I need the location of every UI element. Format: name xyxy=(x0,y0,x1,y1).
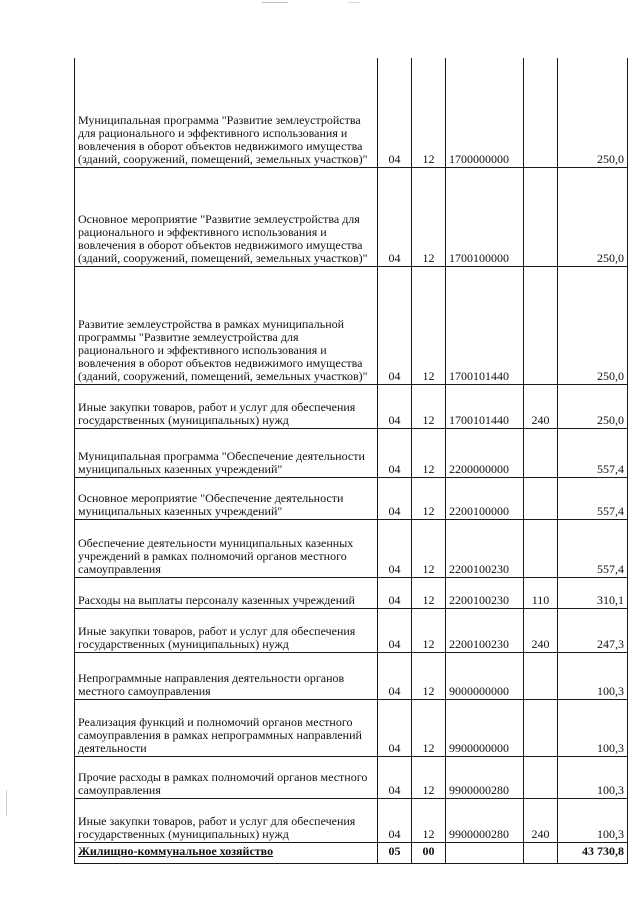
row-name: Муниципальная программа "Обеспечение деятельности муниципальных казенных учреждений" xyxy=(75,428,378,477)
row-name: Основное мероприятие "Развитие землеустройства для рационального и эффективного использования и вовлечения в оборот объектов недвижимого имущества (зданий, сооружений, помещений, земельных участков)" xyxy=(75,167,378,266)
amount: 100,3 xyxy=(558,699,628,756)
target-article-code: 9000000000 xyxy=(446,652,524,699)
subsection-code: 12 xyxy=(412,519,446,577)
expense-type-code: 110 xyxy=(524,577,558,608)
table-row xyxy=(75,519,628,577)
target-article-code xyxy=(446,842,524,863)
section-code: 04 xyxy=(378,477,412,519)
expense-type-code: 240 xyxy=(524,384,558,428)
table-row xyxy=(75,266,628,384)
table-row xyxy=(75,577,628,608)
expense-type-code xyxy=(524,167,558,266)
section-code: 04 xyxy=(378,577,412,608)
scan-artifact-mark xyxy=(262,2,288,3)
section-code: 04 xyxy=(378,608,412,652)
amount: 247,3 xyxy=(558,608,628,652)
target-article-code: 2200100230 xyxy=(446,608,524,652)
budget-allocation-table xyxy=(74,58,628,864)
subsection-code: 12 xyxy=(412,167,446,266)
section-code: 04 xyxy=(378,699,412,756)
table-row xyxy=(75,798,628,842)
table-row xyxy=(75,608,628,652)
section-code: 04 xyxy=(378,519,412,577)
table-row xyxy=(75,756,628,798)
row-name: Жилищно-коммунальное хозяйство xyxy=(75,842,378,863)
expense-type-code xyxy=(524,842,558,863)
section-code: 04 xyxy=(378,428,412,477)
subsection-code: 12 xyxy=(412,58,446,167)
row-name: Непрограммные направления деятельности органов местного самоуправления xyxy=(75,652,378,699)
amount: 310,1 xyxy=(558,577,628,608)
expense-type-code: 240 xyxy=(524,608,558,652)
target-article-code: 1700000000 xyxy=(446,58,524,167)
expense-type-code xyxy=(524,519,558,577)
subsection-code: 12 xyxy=(412,756,446,798)
subsection-code: 00 xyxy=(412,842,446,863)
amount: 100,3 xyxy=(558,652,628,699)
subsection-code: 12 xyxy=(412,477,446,519)
amount: 100,3 xyxy=(558,798,628,842)
table-row xyxy=(75,384,628,428)
target-article-code: 9900000000 xyxy=(446,699,524,756)
section-code: 04 xyxy=(378,384,412,428)
expense-type-code xyxy=(524,477,558,519)
expense-type-code xyxy=(524,58,558,167)
expense-type-code xyxy=(524,652,558,699)
target-article-code: 2200000000 xyxy=(446,428,524,477)
section-code: 04 xyxy=(378,756,412,798)
row-name: Расходы на выплаты персоналу казенных учреждений xyxy=(75,577,378,608)
target-article-code: 9900000280 xyxy=(446,798,524,842)
row-name: Обеспечение деятельности муниципальных казенных учреждений в рамках полномочий органов местного самоуправления xyxy=(75,519,378,577)
subsection-code: 12 xyxy=(412,266,446,384)
row-name: Иные закупки товаров, работ и услуг для обеспечения государственных (муниципальных) нужд xyxy=(75,798,378,842)
expense-type-code xyxy=(524,699,558,756)
expense-type-code xyxy=(524,428,558,477)
expense-type-code xyxy=(524,756,558,798)
amount: 557,4 xyxy=(558,428,628,477)
subsection-code: 12 xyxy=(412,428,446,477)
target-article-code: 2200100230 xyxy=(446,577,524,608)
target-article-code: 2200100000 xyxy=(446,477,524,519)
amount: 250,0 xyxy=(558,266,628,384)
amount: 250,0 xyxy=(558,58,628,167)
amount: 250,0 xyxy=(558,167,628,266)
table-row xyxy=(75,699,628,756)
table-row-section-total xyxy=(75,842,628,863)
amount: 100,3 xyxy=(558,756,628,798)
section-code: 04 xyxy=(378,266,412,384)
expense-type-code xyxy=(524,266,558,384)
target-article-code: 1700100000 xyxy=(446,167,524,266)
scan-artifact-mark xyxy=(348,2,360,3)
section-code: 04 xyxy=(378,58,412,167)
row-name: Иные закупки товаров, работ и услуг для обеспечения государственных (муниципальных) нужд xyxy=(75,608,378,652)
section-code: 05 xyxy=(378,842,412,863)
subsection-code: 12 xyxy=(412,577,446,608)
subsection-code: 12 xyxy=(412,798,446,842)
scan-artifact-mark xyxy=(6,790,7,816)
table-row xyxy=(75,167,628,266)
row-name: Муниципальная программа "Развитие землеустройства для рационального и эффективного использования и вовлечения в оборот объектов недвижимого имущества (зданий, сооружений, помещений, земельных участков)" xyxy=(75,58,378,167)
subsection-code: 12 xyxy=(412,384,446,428)
subsection-code: 12 xyxy=(412,699,446,756)
table-row xyxy=(75,428,628,477)
table-row xyxy=(75,477,628,519)
target-article-code: 2200100230 xyxy=(446,519,524,577)
section-code: 04 xyxy=(378,652,412,699)
row-name: Прочие расходы в рамках полномочий органов местного самоуправления xyxy=(75,756,378,798)
section-code: 04 xyxy=(378,167,412,266)
amount: 250,0 xyxy=(558,384,628,428)
subsection-code: 12 xyxy=(412,608,446,652)
expense-type-code: 240 xyxy=(524,798,558,842)
target-article-code: 9900000280 xyxy=(446,756,524,798)
target-article-code: 1700101440 xyxy=(446,266,524,384)
amount: 43 730,8 xyxy=(558,842,628,863)
table-row xyxy=(75,652,628,699)
table-row xyxy=(75,58,628,167)
subsection-code: 12 xyxy=(412,652,446,699)
row-name: Развитие землеустройства в рамках муниципальной программы "Развитие землеустройства для рационального и эффективного использования и вовлечения в оборот объектов недвижимого имущества (зданий, сооружений, помещений, земельных участков)" xyxy=(75,266,378,384)
row-name: Основное мероприятие "Обеспечение деятельности муниципальных казенных учреждений" xyxy=(75,477,378,519)
amount: 557,4 xyxy=(558,477,628,519)
target-article-code: 1700101440 xyxy=(446,384,524,428)
amount: 557,4 xyxy=(558,519,628,577)
row-name: Реализация функций и полномочий органов местного самоуправления в рамках непрограммных направлений деятельности xyxy=(75,699,378,756)
section-code: 04 xyxy=(378,798,412,842)
row-name: Иные закупки товаров, работ и услуг для обеспечения государственных (муниципальных) нужд xyxy=(75,384,378,428)
